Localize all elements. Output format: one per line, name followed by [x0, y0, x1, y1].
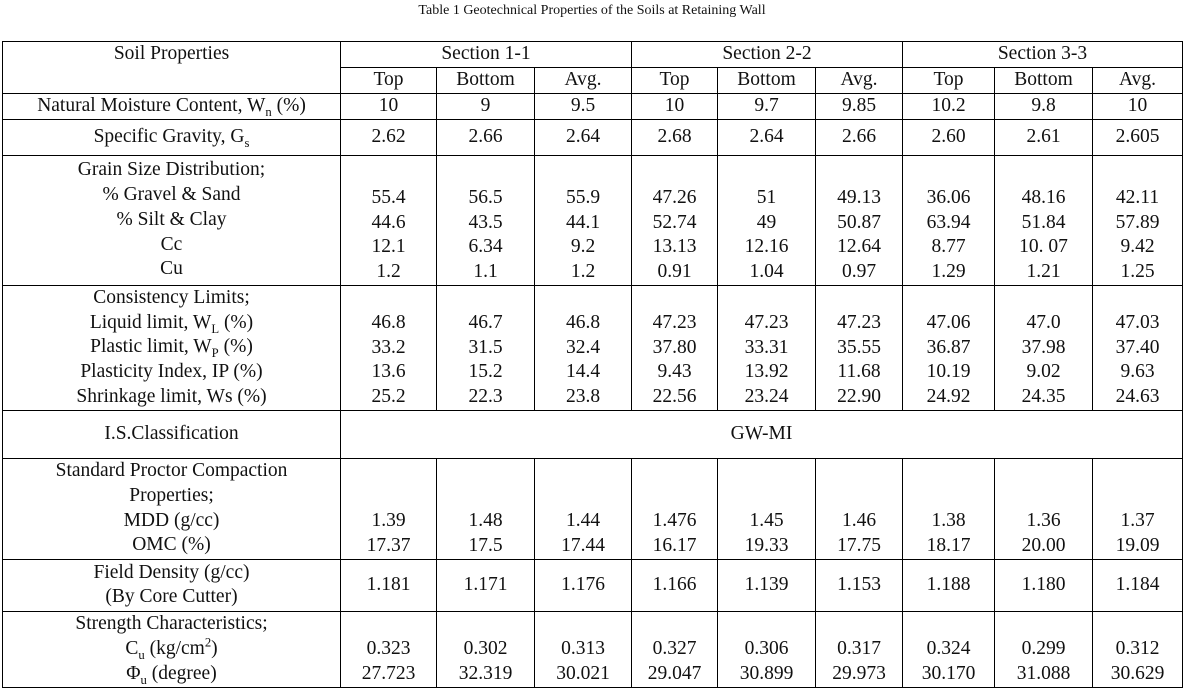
field-density-line: Field Density (g/cc)	[93, 561, 250, 583]
value-line: 37.40	[1115, 336, 1160, 358]
value-line: 0.302	[463, 638, 508, 660]
header-subcol: Bottom	[718, 68, 816, 94]
value-line: 23.8	[565, 386, 601, 407]
value-line: 48.16	[1021, 186, 1066, 208]
value-cell	[437, 285, 535, 410]
value-line: 24.63	[1115, 386, 1160, 407]
value-line: 1.48	[468, 510, 503, 532]
value-line: 32.319	[458, 663, 513, 684]
header-subcol: Top	[903, 68, 995, 94]
item-text: Plasticity Index, IP (%)	[80, 361, 263, 383]
item-subscript: u	[140, 672, 147, 687]
value-cell	[995, 285, 1093, 410]
value-cell	[995, 155, 1093, 285]
value-line: 0.312	[1115, 638, 1160, 660]
value-line: 42.11	[1115, 186, 1160, 208]
strength-cu	[5, 637, 338, 662]
header-subcol: Avg.	[1093, 68, 1183, 94]
value-cell	[718, 285, 816, 410]
value-line: 0.313	[561, 638, 605, 660]
value-line: 1.36	[1026, 510, 1061, 532]
value-line: 36.06	[926, 186, 971, 208]
header-section: Section 3-3	[903, 42, 1183, 68]
value-line: 31.5	[468, 336, 503, 358]
value-line: 6.34	[468, 236, 503, 258]
value-line: 11.68	[837, 361, 881, 383]
value-line: 13.13	[652, 236, 697, 258]
value-line: 15.2	[468, 361, 503, 383]
value-cell	[1093, 611, 1183, 687]
value-line: 17.75	[837, 535, 881, 556]
value-cell	[341, 458, 437, 559]
grain-size-label	[3, 155, 341, 285]
value-line: 52.74	[652, 211, 697, 233]
value-cell	[535, 155, 632, 285]
value-line: 17.44	[561, 535, 605, 556]
item-text: C	[125, 637, 139, 659]
value-cell: 1.166	[632, 559, 718, 611]
label-suffix: (%)	[271, 94, 306, 116]
gravity-label	[3, 119, 341, 155]
value-cell: 2.605	[1093, 119, 1183, 155]
label-subscript: s	[244, 135, 250, 150]
value-cell	[437, 155, 535, 285]
value-cell	[535, 285, 632, 410]
value-cell: 1.176	[535, 559, 632, 611]
item-suffix: (kg/cm	[144, 637, 205, 659]
value-line: 35.55	[837, 336, 881, 358]
value-cell	[1093, 285, 1183, 410]
value-line: 56.5	[468, 186, 503, 208]
value-line: 51	[756, 186, 777, 208]
value-line: 9.43	[657, 361, 692, 383]
value-cell: 9.7	[718, 93, 816, 119]
row-gravity	[3, 119, 1183, 155]
row-strength	[3, 611, 1183, 687]
value-cell: 2.68	[632, 119, 718, 155]
value-line: 0.97	[841, 261, 877, 282]
value-line: 36.87	[926, 336, 971, 358]
value-line: 9.63	[1120, 361, 1155, 383]
value-line: 19.33	[744, 535, 789, 556]
value-cell	[816, 285, 903, 410]
value-line: 46.7	[468, 311, 503, 333]
value-line: 29.047	[647, 663, 702, 684]
value-line: 13.92	[744, 361, 789, 383]
value-cell: 1.184	[1093, 559, 1183, 611]
value-line: 33.2	[371, 336, 406, 358]
value-line: 1.37	[1120, 510, 1155, 532]
value-line: 50.87	[837, 211, 881, 233]
value-line: 25.2	[371, 386, 406, 407]
value-cell	[632, 155, 718, 285]
value-line: 0.91	[657, 261, 692, 282]
value-line: 19.09	[1115, 535, 1160, 556]
value-line: 0.306	[744, 638, 789, 660]
consistency-title: Consistency Limits;	[93, 286, 250, 308]
header-subcol: Top	[632, 68, 718, 94]
value-cell: 2.61	[995, 119, 1093, 155]
value-cell	[1093, 155, 1183, 285]
value-line: 1.29	[931, 261, 966, 282]
table-caption: Table 1 Geotechnical Properties of the Soils at Retaining Wall	[418, 3, 766, 18]
value-cell	[437, 611, 535, 687]
row-proctor	[3, 458, 1183, 559]
value-line: 46.8	[565, 311, 601, 333]
value-cell: 1.153	[816, 559, 903, 611]
strength-title: Strength Characteristics;	[75, 613, 268, 635]
value-cell	[718, 611, 816, 687]
value-line: 13.6	[371, 361, 406, 383]
value-line: 17.5	[468, 535, 503, 556]
value-cell	[903, 285, 995, 410]
value-line: 30.021	[556, 663, 610, 684]
value-cell: 9	[437, 93, 535, 119]
strength-label	[3, 611, 341, 687]
value-line: 44.1	[565, 211, 601, 233]
value-line: 47.0	[1026, 311, 1061, 333]
row-classification	[3, 410, 1183, 458]
item-text: Plastic limit, W	[90, 336, 212, 358]
value-line: 46.8	[371, 311, 406, 333]
item-superscript: 2	[204, 635, 212, 650]
proctor-title-cont: Properties;	[129, 485, 214, 506]
value-line: 12.1	[371, 236, 406, 258]
consistency-item	[5, 311, 338, 336]
header-section: Section 2-2	[632, 42, 903, 68]
value-line: 1.2	[570, 261, 596, 282]
header-subcol: Bottom	[995, 68, 1093, 94]
grain-size-title: Grain Size Distribution;	[77, 159, 266, 181]
value-cell	[341, 155, 437, 285]
classification-label: I.S.Classification	[3, 410, 341, 458]
value-cell: 1.180	[995, 559, 1093, 611]
value-line: 20.00	[1021, 535, 1066, 556]
value-cell: 9.8	[995, 93, 1093, 119]
value-line: 49	[756, 211, 777, 233]
value-line: 18.17	[926, 535, 971, 556]
grain-size-item: % Silt & Clay	[116, 208, 227, 230]
value-cell: 10	[1093, 93, 1183, 119]
value-cell	[903, 155, 995, 285]
value-line: 22.90	[837, 386, 881, 407]
value-line: 17.37	[366, 535, 411, 556]
value-line: 47.23	[652, 311, 697, 333]
value-line: 51.84	[1021, 211, 1066, 233]
value-cell: 9.85	[816, 93, 903, 119]
value-line: 8.77	[931, 236, 966, 258]
value-cell: 2.62	[341, 119, 437, 155]
value-line: 63.94	[926, 211, 971, 233]
item-subscript: u	[138, 647, 145, 662]
classification-value: GW-MI	[341, 410, 1183, 458]
value-line: 0.317	[837, 638, 881, 660]
value-line: 22.3	[468, 386, 503, 407]
moisture-label	[3, 93, 341, 119]
value-cell: 1.139	[718, 559, 816, 611]
consistency-item	[5, 335, 338, 360]
value-cell: 1.188	[903, 559, 995, 611]
label-subscript: n	[265, 104, 272, 119]
value-cell	[816, 155, 903, 285]
value-line: 47.23	[837, 311, 881, 333]
value-cell: 1.171	[437, 559, 535, 611]
value-line: 16.17	[652, 535, 697, 556]
value-line: 30.629	[1110, 663, 1165, 684]
field-density-line: (By Core Cutter)	[105, 586, 238, 608]
value-line: 1.1	[473, 261, 498, 282]
field-density-label	[3, 559, 341, 611]
value-line: 37.98	[1021, 336, 1066, 358]
value-line: 23.24	[744, 386, 789, 407]
value-cell	[903, 611, 995, 687]
item-suffix: (degree)	[146, 662, 217, 684]
value-cell	[718, 458, 816, 559]
value-line: 31.088	[1016, 663, 1071, 684]
value-cell: 10.2	[903, 93, 995, 119]
value-line: 1.44	[565, 510, 601, 532]
value-line: 1.04	[749, 261, 784, 282]
value-line: 30.170	[921, 663, 976, 684]
grain-size-item: Cu	[160, 258, 183, 280]
value-line: 22.56	[652, 386, 697, 407]
value-cell: 2.66	[816, 119, 903, 155]
value-line: 0.299	[1021, 638, 1066, 660]
value-line: 33.31	[744, 336, 789, 358]
value-line: 0.327	[652, 638, 697, 660]
value-cell	[535, 458, 632, 559]
value-cell: 9.5	[535, 93, 632, 119]
row-grain-size	[3, 155, 1183, 285]
header-section: Section 1-1	[341, 42, 632, 68]
value-line: 10. 07	[1019, 236, 1068, 258]
item-suffix: (%)	[218, 336, 253, 358]
value-cell: 2.66	[437, 119, 535, 155]
value-line: 12.16	[744, 236, 789, 258]
value-line: 1.39	[371, 510, 406, 532]
value-line: 47.06	[926, 311, 971, 333]
value-cell	[341, 611, 437, 687]
value-cell	[1093, 458, 1183, 559]
value-cell: 2.60	[903, 119, 995, 155]
consistency-item	[5, 385, 338, 410]
proctor-item: OMC (%)	[132, 534, 211, 556]
grain-size-item: % Gravel & Sand	[102, 184, 241, 206]
value-line: 37.80	[652, 336, 697, 358]
header-subcol: Top	[341, 68, 437, 94]
value-line: 47.26	[652, 186, 697, 208]
item-subscript: P	[211, 346, 219, 361]
value-line: 43.5	[468, 211, 503, 233]
value-cell	[903, 458, 995, 559]
strength-phi	[5, 662, 338, 687]
value-line: 47.03	[1115, 311, 1160, 333]
header-subcol: Avg.	[535, 68, 632, 94]
item-subscript: L	[211, 321, 220, 336]
value-line: 57.89	[1115, 211, 1160, 233]
row-field-density	[3, 559, 1183, 611]
item-text: Shrinkage limit, Ws (%)	[76, 385, 267, 407]
value-cell: 2.64	[718, 119, 816, 155]
value-line: 1.38	[931, 510, 966, 532]
header-subcol: Bottom	[437, 68, 535, 94]
header-row-sections	[3, 42, 1183, 68]
value-line: 1.2	[376, 261, 401, 282]
label-text: Specific Gravity, G	[93, 125, 245, 147]
header-subcol: Avg.	[816, 68, 903, 94]
value-line: 1.476	[652, 510, 697, 532]
consistency-item	[5, 360, 338, 385]
value-cell	[995, 458, 1093, 559]
value-cell	[535, 611, 632, 687]
value-line: 30.899	[739, 663, 794, 684]
value-line: 27.723	[361, 663, 416, 684]
row-consistency	[3, 285, 1183, 410]
grain-size-item: Cc	[160, 233, 183, 255]
value-cell	[816, 611, 903, 687]
value-cell	[632, 458, 718, 559]
value-line: 55.4	[371, 186, 406, 208]
value-line: 0.324	[926, 638, 971, 660]
row-moisture	[3, 93, 1183, 119]
value-line: 55.9	[565, 186, 601, 208]
proctor-label	[3, 458, 341, 559]
proctor-title: Standard Proctor Compaction	[55, 460, 288, 482]
geotechnical-properties-table	[2, 41, 1183, 688]
value-line: 1.21	[1026, 261, 1061, 282]
value-cell	[995, 611, 1093, 687]
value-cell: 10	[632, 93, 718, 119]
proctor-item: MDD (g/cc)	[123, 509, 220, 531]
value-line: 12.64	[837, 236, 881, 258]
value-cell: 10	[341, 93, 437, 119]
value-line: 44.6	[371, 211, 406, 233]
item-text: Φ	[126, 662, 141, 684]
item-text: Liquid limit, W	[89, 311, 212, 333]
value-line: 9.02	[1026, 361, 1061, 383]
value-cell	[341, 285, 437, 410]
value-cell	[632, 611, 718, 687]
value-cell: 1.181	[341, 559, 437, 611]
value-line: 29.973	[832, 663, 886, 684]
consistency-label	[3, 285, 341, 410]
value-line: 14.4	[565, 361, 601, 383]
value-line: 32.4	[565, 336, 601, 358]
value-line: 24.35	[1021, 386, 1066, 407]
value-line: 9.42	[1120, 236, 1155, 258]
value-line: 1.25	[1120, 261, 1155, 282]
value-cell: 2.64	[535, 119, 632, 155]
value-line: 49.13	[837, 186, 881, 208]
header-soil-properties: Soil Properties	[3, 42, 341, 94]
item-suffix: (%)	[219, 311, 254, 333]
value-line: 1.46	[841, 510, 877, 532]
value-cell	[632, 285, 718, 410]
value-line: 24.92	[926, 386, 971, 407]
label-text: Natural Moisture Content, W	[37, 94, 266, 116]
value-line: 0.323	[366, 638, 411, 660]
value-cell	[816, 458, 903, 559]
value-line: 9.2	[570, 236, 596, 258]
value-line: 10.19	[926, 361, 971, 383]
value-line: 1.45	[749, 510, 784, 532]
value-cell	[718, 155, 816, 285]
item-end: )	[211, 637, 218, 659]
value-line: 47.23	[744, 311, 789, 333]
value-cell	[437, 458, 535, 559]
